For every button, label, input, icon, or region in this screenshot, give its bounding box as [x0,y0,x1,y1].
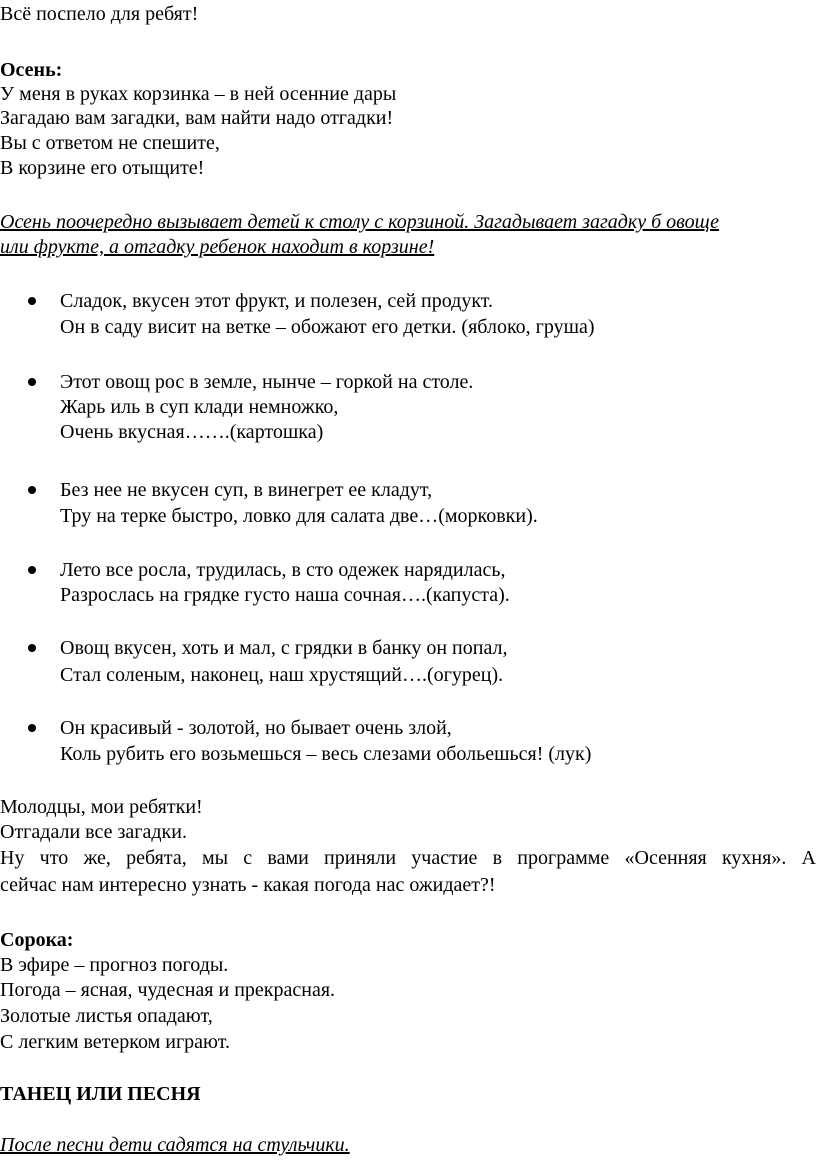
autumn-verse-line: У меня в руках корзинка – в ней осенние дары [0,83,397,105]
riddle-line: Он красивый - золотой, но бывает очень злой, [60,717,452,739]
riddle-line: Тру на терке быстро, ловко для салата две…(морковки). [60,505,538,527]
riddle-line: Жарь иль в суп клади немножко, [60,396,339,418]
magpie-verse-line: В эфире – прогноз погоды. [0,954,229,976]
riddle-line: Овощ вкусен, хоть и мал, с грядки в банку он попал, [60,637,508,659]
riddle-line: Этот овощ рос в земле, нынче – горкой на столе. [60,371,474,393]
stage-direction: Осень поочередно вызывает детей к столу с корзиной. Загадывает загадку б овоще [0,211,720,233]
riddle-line: Разрослась на грядке густо наша сочная….(капуста). [60,584,510,606]
magpie-verse-line: Золотые листья опадают, [0,1005,213,1027]
closing-paragraph-line [0,846,816,870]
riddle-line: Он в саду висит на ветке – обожают его детки. (яблоко, груша) [60,316,595,338]
stage-direction: После песни дети садятся на стульчики. [0,1134,350,1156]
closing-line: Молодцы, мои ребятки! [0,796,203,818]
riddle-line: Без нее не вкусен суп, в винегрет ее кладут, [60,479,433,501]
autumn-verse-line: В корзине его отыщите! [0,157,205,179]
riddle-line: Сладок, вкусен этот фрукт, и полезен, сей продукт. [60,290,494,312]
closing-paragraph-line: сейчас нам интересно узнать - какая погода нас ожидает?! [0,874,496,896]
autumn-speaker: Осень: [0,59,63,81]
section-heading: ТАНЕЦ ИЛИ ПЕСНЯ [0,1083,201,1105]
bullet-icon [28,297,36,305]
magpie-verse-line: С легким ветерком играют. [0,1031,230,1053]
riddle-line: Лето все росла, трудилась, в сто одежек нарядилась, [60,559,506,581]
autumn-verse-line: Вы с ответом не спешите, [0,132,220,154]
riddle-line: Очень вкусная…….(картошка) [60,421,324,443]
intro-line: Всё поспело для ребят! [0,3,199,25]
autumn-verse-line: Загадаю вам загадки, вам найти надо отгадки! [0,107,394,129]
closing-paragraph-text: Ну что же, ребята, мы с вами приняли участие в программе «Осенняя кухня». А [0,847,816,869]
closing-line: Отгадали все загадки. [0,821,187,843]
bullet-icon [28,644,36,652]
bullet-icon [28,378,36,386]
bullet-icon [28,566,36,574]
bullet-icon [28,724,36,732]
magpie-verse-line: Погода – ясная, чудесная и прекрасная. [0,979,336,1001]
magpie-speaker: Сорока: [0,929,74,951]
riddle-line: Коль рубить его возьмешься – весь слезами обольешься! (лук) [60,743,592,765]
stage-direction: или фрукте, а отгадку ребенок находит в корзине! [0,236,435,258]
riddle-line: Стал соленым, наконец, наш хрустящий….(огурец). [60,664,504,686]
bullet-icon [28,486,36,494]
